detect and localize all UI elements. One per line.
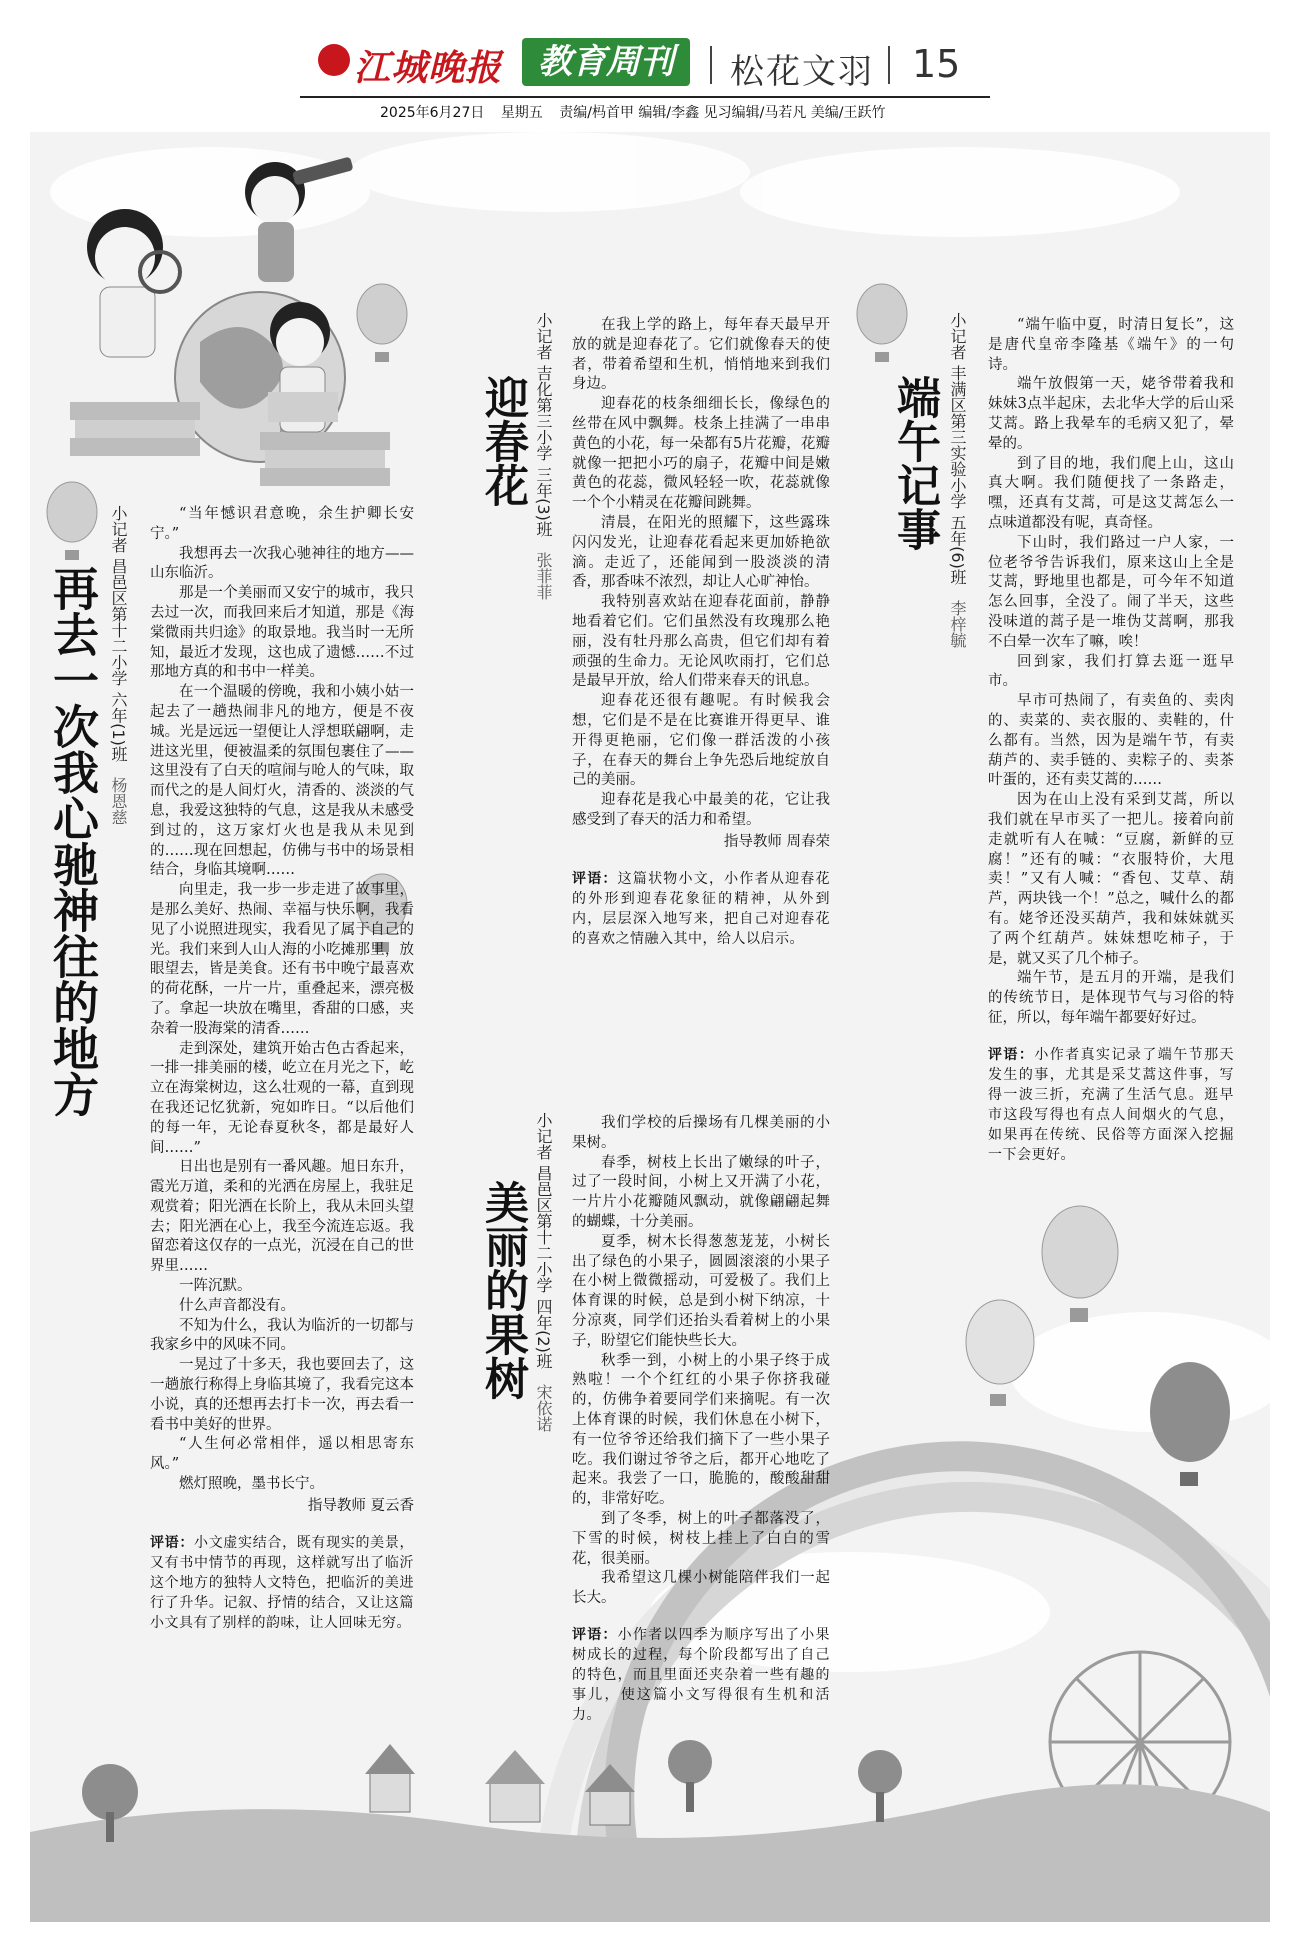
article-paragraph: 我特别喜欢站在迎春花面前，静静地看着它们。它们虽然没有玫瑰那么艳丽，没有牡丹那么高贵，但它们却有着顽强的生命力。无论风吹雨打，它们总是最早开放，给人们带来春天的讯息。 (572, 594, 830, 690)
issue-date: 2025年6月27日 (380, 105, 485, 121)
masthead-rule (300, 96, 990, 98)
comment-text: 小作者真实记录了端午节那天发生的事，尤其是采艾蒿这件事，写得一波三折，充满了生活气息。逛早市这段写得也有点人间烟火的气息，如果再在传统、民俗等方面深入挖掘一下会更好。 (988, 1046, 1235, 1163)
article-paragraph: 在我上学的路上，每年春天最早开放的就是迎春花了。它们就像春天的使者，带着希望和生机，悄悄地来到我们身边。 (572, 317, 830, 393)
masthead-divider (710, 46, 712, 84)
article-paragraph: “端午临中夏，时清日复长”，这是唐代皇帝李隆基《端午》的一句诗。 (988, 317, 1234, 373)
byline-role: 小记者 (948, 312, 967, 360)
newspaper-logo-icon (318, 44, 350, 76)
article-byline (533, 1112, 553, 1432)
article-paragraph: 清晨，在阳光的照耀下，这些露珠闪闪发光，让迎春花看起来更加娇艳欲滴。走近了，还能闻到一股淡淡的清香，那香味不浓烈，却让人心旷神怡。 (572, 514, 830, 591)
masthead-divider (888, 46, 890, 84)
article-byline (947, 312, 967, 648)
article-paragraphs (572, 316, 830, 831)
article-paragraphs (150, 505, 414, 1495)
newspaper-name: 江城晚报 (354, 47, 503, 89)
issue-info (380, 102, 897, 122)
article-paragraph: 迎春花是我心中最美的花，它让我感受到了春天的活力和希望。 (572, 792, 830, 828)
byline-role: 小记者 (109, 505, 128, 553)
article-title: 再去一次我心驰神往的地方 (46, 565, 100, 1117)
issue-weekday: 星期五 (500, 105, 543, 121)
article-paragraph: 春季，树枝上长出了嫩绿的叶子，过了一段时间，小树上又开满了小花，一片片小花瓣随风飘动，就像翩翩起舞的蝴蝶，十分美丽。 (572, 1154, 830, 1230)
editor-credits: 责编/杩首甲 编辑/李鑫 见习编辑/马若凡 美编/王跃竹 (559, 105, 886, 121)
article-paragraph: 到了目的地，我们爬上山，这山真大啊。我们随便找了一条路走，嘿，还真有艾蒿，可是这艾蒿怎么一点味道都没有呢，真奇怪。 (988, 455, 1234, 531)
article-paragraph: 秋季一到，小树上的小果子终于成熟啦！一个个红红的小果子你挤我碰的，仿佛争着要同学们来摘呢。有一次上体育课的时候，我们休息在小树下，有一位爷爷还给我们摘下了一些小果子吃。我们谢过爷爷之后，都开心地吃了起来。我尝了一口，脆脆的，酸酸甜甜的，非常好吃。 (572, 1352, 830, 1508)
article-teacher: 指导教师 周春荣 (723, 833, 830, 850)
article-paragraph: 我想再去一次我心驰神往的地方——山东临沂。 (150, 545, 414, 582)
article-byline (108, 505, 128, 825)
byline-role: 小记者 (534, 1112, 553, 1160)
comment-label: 评语： (150, 1534, 195, 1551)
article-paragraph: 我们学校的后操场有几棵美丽的小果树。 (572, 1115, 830, 1151)
article-body (572, 316, 830, 949)
article-title: 迎春花 (477, 375, 528, 507)
article-paragraphs (988, 316, 1234, 1029)
article-paragraph: 走到深处，建筑开始古色古香起来，一排一排美丽的楼，屹立在月光之下，屹立在海棠树边，这么壮观的一幕，直到现在我还记忆犹新，宛如昨日。“以后他们的每一年，无论春夏秋冬，都是最好人间……” (150, 1040, 414, 1156)
article-body (572, 1114, 830, 1725)
byline-author: 张菲菲 (534, 551, 553, 600)
byline-author: 李梓毓 (948, 599, 967, 648)
byline-school: 昌邑区第十二小学 六年(1)班 (109, 558, 128, 762)
weekly-badge: 教育周刊 (522, 38, 690, 86)
article-paragraph: 迎春花的枝条细细长长，像绿色的丝带在风中飘舞。枝条上挂满了一串串黄色的小花，每一朵都有5片花瓣，花瓣就像一把把小巧的扇子，花瓣中间是嫩黄色的花蕊，微风轻轻一吹，花蕊就像一个个小精灵在花瓣间跳舞。 (572, 396, 830, 512)
comment-label: 评语： (572, 1626, 618, 1643)
article-comment (572, 1625, 830, 1725)
article-paragraph: 什么声音都没有。 (179, 1297, 295, 1314)
byline-school: 吉化第三小学 三年(3)班 (534, 365, 553, 537)
article-comment (150, 1533, 414, 1633)
article-paragraph: 早市可热闹了，有卖鱼的、卖肉的、卖菜的、卖衣服的、卖鞋的，什么都有。当然，因为是端午节，有卖葫芦的、卖手链的、卖粽子的、卖茶叶蛋的，还有卖艾蒿的…… (988, 693, 1234, 789)
article-paragraphs (572, 1114, 830, 1609)
article-paragraph: 端午节，是五月的开端，是我们的传统节日，是体现节气与习俗的特征，所以，每年端午都要好好过。 (988, 970, 1234, 1026)
comment-text: 小作者以四季为顺序写出了小果树成长的过程，每个阶段都写出了自己的特色，而且里面还夹杂着一些有趣的事儿，使这篇小文写得很有生机和活力。 (572, 1626, 830, 1723)
ground-hill (30, 1784, 1270, 1922)
byline-role: 小记者 (534, 312, 553, 360)
article-teacher: 指导教师 夏云香 (307, 1497, 414, 1514)
article-paragraph: 在一个温暖的傍晚，我和小姨小姑一起去了一趟热闹非凡的地方，便是不夜城。光是远远一望便让人浮想联翩啊，走进这光里，便被温柔的氛围包裹住了——这里没有了白天的喧闹与呛人的气味，取而代之的是人间灯火，清香的、淡淡的气息，我爱这独特的气息，这是我从未感受到过的，这万家灯火也是我从未见到的……现在回想起，仿佛与书中的场景相结合，身临其境啊…… (150, 684, 414, 879)
article-comment (572, 869, 830, 949)
article-paragraph: “人生何必常相伴，遥以相思寄东风。” (150, 1436, 414, 1473)
byline-author: 宋依诺 (534, 1383, 553, 1432)
section-name: 松花文羽 (730, 52, 874, 92)
article-paragraph: 端午放假第一天，姥爷带着我和妹妹3点半起床，去北华大学的后山采艾蒿。路上我晕车的毛病又犯了，晕晕的。 (988, 376, 1234, 452)
article-title: 美丽的果树 (477, 1180, 528, 1400)
comment-text: 小文虚实结合，既有现实的美景，又有书中情节的再现，这样就写出了临沂这个地方的独特人文特色，把临沂的美进行了升华。记叙、抒情的结合，又让这篇小文具有了别样的韵味，让人回味无穷。 (150, 1534, 415, 1631)
article-paragraph: 那是一个美丽而又安宁的城市，我只去过一次，而我回来后才知道，那是《海棠微雨共归途》的取景地。我当时一无所知，最近才发现，这也成了遗憾……不过那地方真的和书中一样美。 (150, 585, 414, 681)
article-paragraph: 燃灯照晚，墨书长宁。 (179, 1476, 324, 1493)
article-paragraph: 一阵沉默。 (179, 1278, 252, 1295)
comment-text: 这篇状物小文，小作者从迎春花的外形到迎春花象征的精神，从外到内，层层深入地写来，把自己对迎春花的喜欢之情融入其中，给人以启示。 (572, 870, 830, 947)
article-paragraph: 不知为什么，我认为临沂的一切都与我家乡中的风味不同。 (150, 1317, 414, 1354)
comment-label: 评语： (572, 870, 618, 887)
article-comment (988, 1045, 1234, 1165)
byline-school: 丰满区第三实验小学 五年(6)班 (948, 365, 967, 585)
byline-author: 杨恩慈 (109, 776, 128, 825)
article-title: 端午记事 (889, 375, 940, 551)
article-byline (533, 312, 553, 600)
article-paragraph: 向里走，我一步一步走进了故事里，是那么美好、热闹、幸福与快乐啊，我看见了小说照进现实，我看见了属于自己的光。我们来到人山人海的小吃摊那里，放眼望去，皆是美食。还有书中晚宁最喜欢的荷花酥，一片一片，重叠起来，漂亮极了。拿起一块放在嘴里，香甜的口感，夹杂着一股海棠的清香…… (150, 882, 414, 1037)
article-body (150, 505, 414, 1633)
article-paragraph: 到了冬季，树上的叶子都落没了，下雪的时候，树枝上挂上了白白的雪花，很美丽。 (572, 1510, 830, 1567)
article-paragraph: 日出也是别有一番风趣。旭日东升，霞光万道，柔和的光洒在房屋上，我驻足观赏着；阳光洒在长阶上，我从未回头望去；阳光洒在心上，我至今流连忘返。我留恋着这仅存的一点光，沉浸在自己的世界里…… (150, 1159, 414, 1275)
article-paragraph: 因为在山上没有采到艾蒿，所以我们就在早市买了一把儿。接着向前走就听有人在喊：“豆腐，新鲜的豆腐！”还有的喊：“衣服特价，大甩卖！”又有人喊：“香包、艾草、葫芦，两块钱一个！”总之，喊什么的都有。姥爷还没买葫芦，我和妹妹就买了两个红葫芦。妹妹想吃柿子，于是，就又买了几个柿子。 (988, 792, 1234, 967)
article-paragraph: 迎春花还很有趣呢。有时候我会想，它们是不是在比赛谁开得更早、谁开得更艳丽，它们像一群活泼的小孩子，在春天的舞台上争先恐后地绽放自己的美丽。 (572, 693, 830, 789)
article-paragraph: 夏季，树木长得葱葱茏茏，小树长出了绿色的小果子，圆圆滚滚的小果子在小树上微微摇动，可爱极了。我们上体育课的时候，总是到小树下纳凉，十分凉爽，同学们还抬头看着树上的小果子，盼望它们能快些长大。 (572, 1233, 830, 1349)
page-number: 15 (912, 42, 961, 86)
comment-label: 评语： (988, 1046, 1035, 1063)
byline-school: 昌邑区第十二小学 四年(2)班 (534, 1165, 553, 1369)
article-paragraph: 下山时，我们路过一户人家，一位老爷爷告诉我们，原来这山上全是艾蒿，野地里也都是，可今年不知道怎么回事，全没了。闹了半天，这些没味道的蒿子是一堆伪艾蒿啊，那我不白晕一次车了嘛，唉！ (988, 534, 1234, 650)
article-body (988, 316, 1234, 1165)
article-paragraph: 我希望这几棵小树能陪伴我们一起长大。 (572, 1570, 830, 1607)
article-paragraph: “当年憾识君意晚，余生护卿长安宁。” (150, 506, 414, 542)
article-paragraph: 一晃过了十多天，我也要回去了，这一趟旅行称得上身临其境了，我看完这本小说，真的还想再去打卡一次，再去看一看书中美好的世界。 (150, 1357, 414, 1433)
article-paragraph: 回到家，我们打算去逛一逛早市。 (988, 653, 1234, 690)
